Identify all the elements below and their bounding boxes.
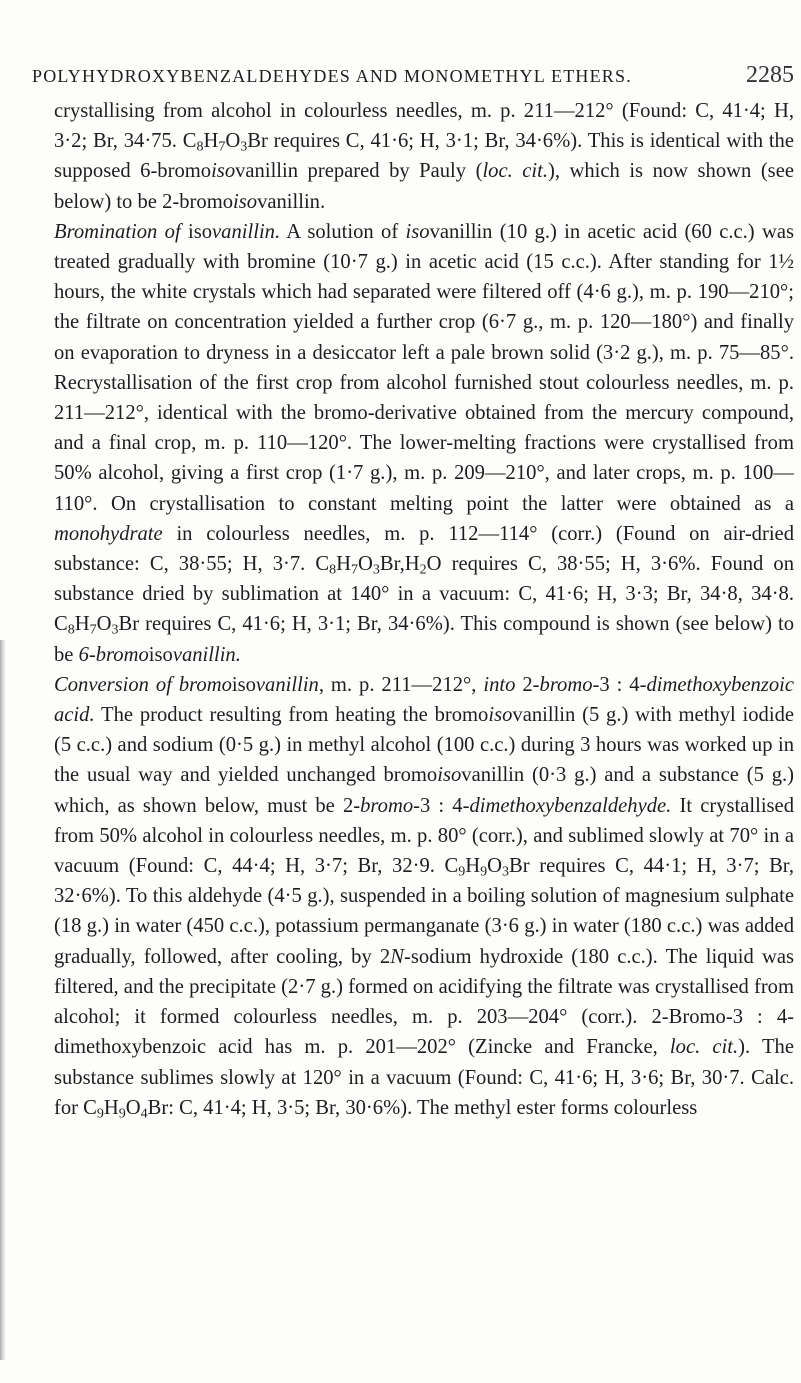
paragraph-continuation [54,96,794,217]
italic-text: vanillin. [212,220,281,243]
italic-text: bromo [539,673,593,696]
subscript: 9 [118,1106,126,1122]
text-run: vanillin (5 g.) with methyl iodide (5 c.c.) and sodium (0·5 g.) in methyl alcohol (100 c.c.) during 3 hours was worked up in the usual way and yielded unchanged bromo [54,704,795,787]
italic-text: iso [488,704,513,727]
text-run: iso [188,220,213,243]
paragraph-conversion [54,670,794,1123]
scan-edge-shadow [0,640,6,1360]
subscript: 8 [329,562,337,578]
page-header [32,62,794,92]
text-run: iso [231,673,256,696]
italic-text: Bromination of [54,220,188,243]
text-run: H [465,855,481,878]
text-run: 2- [515,673,540,696]
text-run: A solution of [280,220,406,243]
subscript: 7 [89,622,97,638]
text-run: O [96,613,112,636]
subscript: 7 [218,139,226,155]
text-run: H [103,1096,119,1119]
italic-text: dimethoxybenzaldehyde. [469,794,672,817]
body-text [54,96,794,1123]
text-run: Br: C, 41·4; H, 3·5; Br, 30·6%). The methyl ester forms colourless [147,1096,698,1119]
italic-text: iso [211,160,236,183]
text-run: vanillin (0·3 g.) and a substance (5 g.) which, as shown below, must be 2- [54,764,794,817]
text-run: O requires C, 38·55; H, 3·6%. Found on substance dried by sublimation at 140° in a vacuum: C, 41·6; H, 3·3; Br, 34·8, 34·8. C [54,553,794,636]
italic-text: vanillin [255,673,319,696]
text-run: ), which is now shown (see below) to be 2-bromo [54,160,794,213]
text-run: O [225,130,241,153]
running-title: POLYHYDROXYBENZALDEHYDES AND MONOMETHYL ETHERS. [32,66,632,86]
subscript: 3 [111,622,119,638]
text-run: vanillin. [257,190,326,213]
text-run: vanillin prepared by Pauly ( [235,160,483,183]
subscript: 2 [419,562,427,578]
italic-text: iso [405,220,430,243]
text-run: , m. p. 211—212°, [318,673,484,696]
italic-text: Conversion of bromo [54,673,232,696]
text-run: Br requires C, 41·6; H, 3·1; Br, 34·6%). This compound is shown (see below) to be [54,613,794,666]
text-run: vanillin (10 g.) in acetic acid (60 c.c.) was treated gradually with bromine (10·7 g.) in acetic acid (15 c.c.). After standing for 1½ hours, the white crystals which had separated were filtered off (4·6 g.), m. p. 190—210°; the filtrate on concentration yielded a further crop (6·7 g., m. p. 120—180°) and finally on evaporation to dryness in a desiccator left a pale brown solid (3·2 g.), m. p. 75—85°. Recrystallisation of the first crop from alcohol furnished stout colourless needles, m. p. 211—212°, identical with the bromo-derivative obtained from the mercury compound, and a final crop, m. p. 110—120°. The lower-melting fractions were crystallised from 50% alcohol, giving a first crop (1·7 g.), m. p. 209—210°, and later crops, m. p. 100—110°. On crystallisation to constant melting point the latter were obtained as a [54,220,794,515]
text-run: -3 : 4- [592,673,647,696]
page-number: 2285 [746,62,794,88]
subscript: 9 [458,864,466,880]
italic-text: into [483,673,516,696]
italic-text: monohydrate [54,522,163,545]
text-run: O [487,855,503,878]
text-run: crystallising from alcohol in colourless needles, m. p. 211—212° (Found: C, 41·4; H, 3·2; Br, 34·75. C [54,100,794,153]
italic-text: N [390,945,404,968]
text-run: H [336,553,351,576]
text-run: Br requires C, 44·1; H, 3·7; Br, 32·6%). To this aldehyde (4·5 g.), suspended in a boiling solution of magnesium sulphate (18 g.) in water (450 c.c.), potassium permanganate (3·6 g.) in water (180 c.c.) was added gradually, followed, after cooling, by 2 [54,855,794,968]
subscript: 4 [140,1106,148,1122]
text-run: H [74,613,90,636]
text-run: in colourless needles, m. p. 112—114° (corr.) (Found on air-dried substance: C, 38·55; H, 3·7. C [54,522,794,576]
italic-text: 6-bromo [78,643,149,666]
text-run: -3 : 4- [413,794,470,817]
italic-text: loc. cit. [669,1036,739,1059]
italic-text: loc. cit. [482,160,548,183]
text-run: O [358,553,373,576]
text-run: -sodium hydroxide (180 c.c.). The liquid was filtered, and the precipitate (2·7 g.) formed on acidifying the filtrate was crystallised from alcohol; it formed colourless needles, m. p. 203—204° (corr.). 2-Bromo-3 : 4-dimethoxybenzoic acid has m. p. 201—202° (Zincke and Francke, [54,945,794,1059]
subscript: 8 [196,139,204,155]
text-run: The product resulting from heating the bromo [94,704,489,727]
italic-text: dimethoxybenzoic acid. [54,673,794,727]
italic-text: iso [233,190,258,213]
subscript: 9 [96,1106,104,1122]
text-run: Br requires C, 41·6; H, 3·1; Br, 34·6%). This is identical with the supposed 6-bromo [54,130,794,183]
italic-text: iso [437,764,462,787]
text-run: ). The substance sublimes slowly at 120° in a vacuum (Found: C, 41·6; H, 3·6; Br, 30·7. Calc. for C [54,1036,794,1119]
italic-text: bromo [360,794,414,817]
subscript: 3 [372,562,380,578]
paragraph-bromination [54,217,794,670]
text-run: O [125,1096,141,1119]
subscript: 9 [480,864,488,880]
subscript: 3 [240,139,248,155]
text-run: It crystallised from 50% alcohol in colourless needles, m. p. 80° (corr.), and sublimed slowly at 70° in a vacuum (Found: C, 44·4; H, 3·7; Br, 32·9. C [54,794,794,878]
text-run: Br,H [379,553,420,576]
italic-text: vanillin. [172,643,241,666]
text-run: H [203,130,219,153]
subscript: 8 [67,622,75,638]
text-run: iso [148,643,173,666]
subscript: 7 [351,562,358,578]
subscript: 3 [502,864,510,880]
